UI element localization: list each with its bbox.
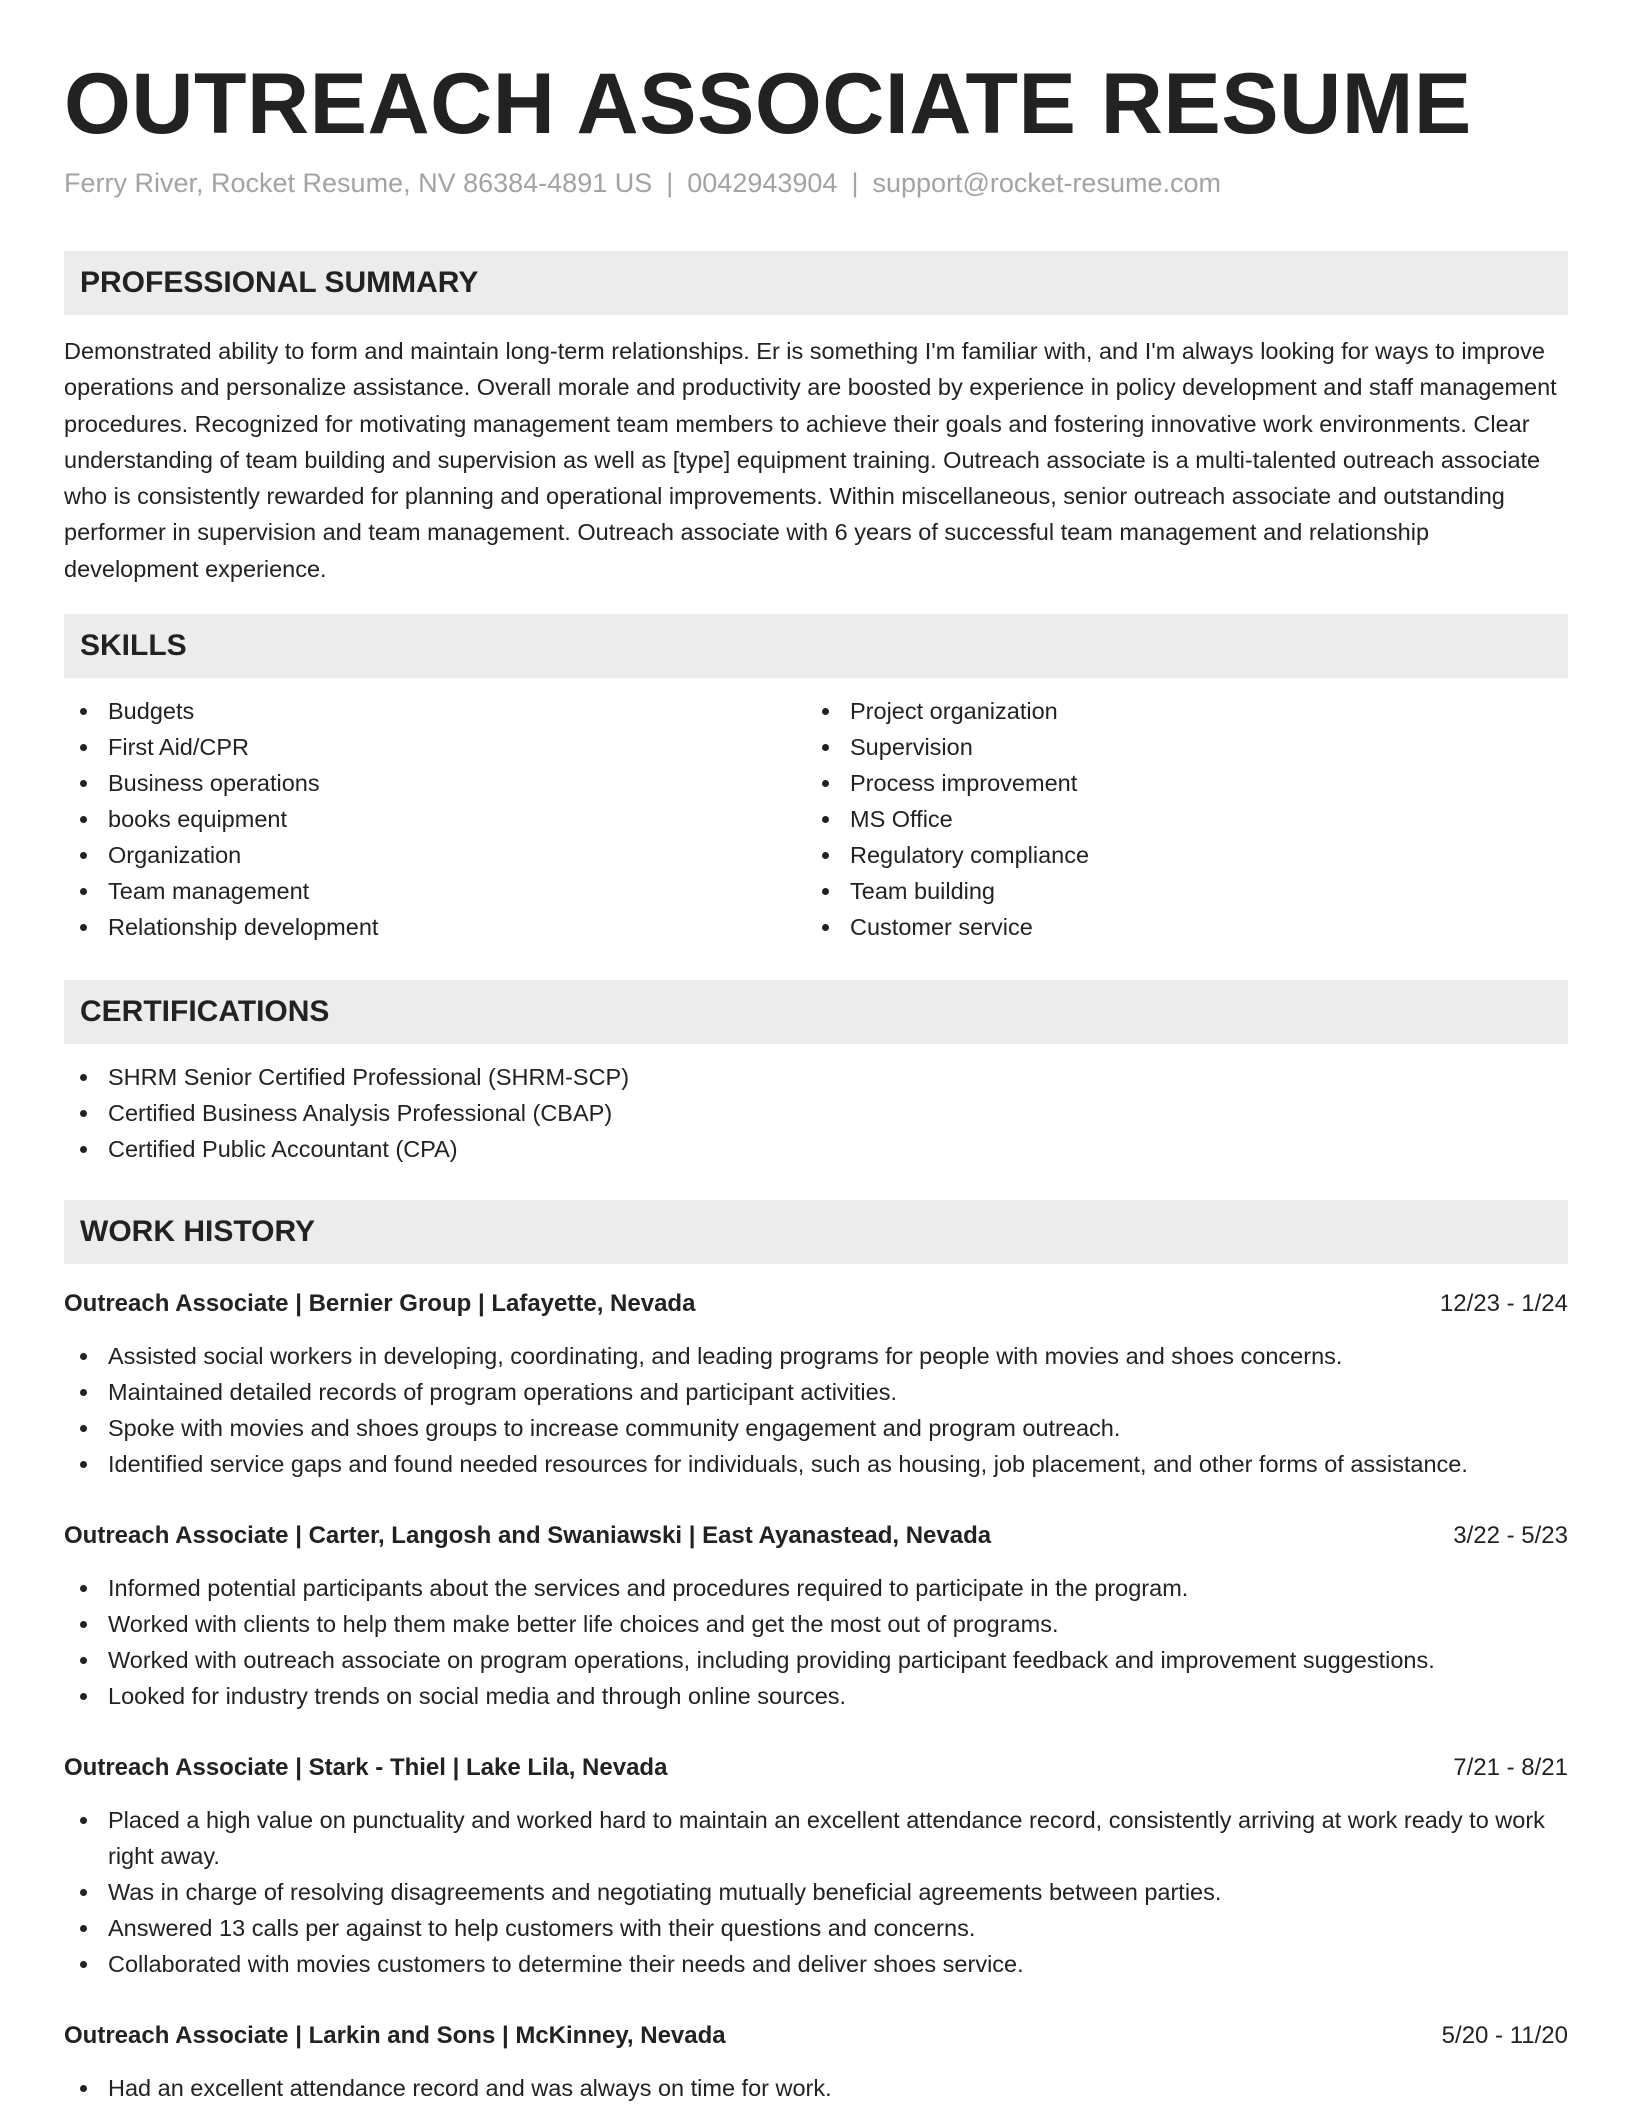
- contact-address: Ferry River, Rocket Resume, NV 86384-4891 US: [64, 168, 653, 198]
- section-header-summary: [64, 251, 1568, 315]
- job-bullets: [64, 1802, 1568, 1982]
- skill-item: books equipment: [64, 801, 804, 837]
- section-header-certifications: [64, 980, 1568, 1044]
- job-bullet: Answered 13 calls per against to help customers with their questions and concerns.: [64, 1910, 1568, 1946]
- certification-item: Certified Public Accountant (CPA): [64, 1131, 1568, 1167]
- contact-separator: |: [666, 168, 674, 198]
- summary-text: Demonstrated ability to form and maintain long-term relationships. Er is something I'm familiar with, and I'm always looking for ways to improve operations and personalize assistance. Overall morale and productivity are boosted by experience in policy development and staff management procedures. Recognized for motivating management team members to achieve their goals and fostering innovative work environments. Clear understanding of team building and supervision as well as [type] equipment training. Outreach associate is a multi-talented outreach associate who is consistently rewarded for planning and operational improvements. Within miscellaneous, senior outreach associate and outstanding performer in supervision and team management. Outreach associate with 6 years of successful team management and relationship development experience.: [64, 338, 1557, 582]
- job-title: Outreach Associate | Stark - Thiel | Lake Lila, Nevada: [64, 1754, 668, 1781]
- certification-item: SHRM Senior Certified Professional (SHRM-SCP): [64, 1059, 1568, 1095]
- job-bullet: Maintained detailed records of program operations and participant activities.: [64, 1374, 1568, 1410]
- skill-item: Organization: [64, 837, 804, 873]
- job-bullet: Had an excellent attendance record and was always on time for work.: [64, 2070, 1568, 2106]
- skills-list-left: [64, 693, 804, 945]
- skill-item: Business operations: [64, 765, 804, 801]
- contact-email: support@rocket-resume.com: [872, 168, 1221, 198]
- job-dates: 7/21 - 8/21: [1453, 1754, 1568, 1781]
- skill-item: First Aid/CPR: [64, 729, 804, 765]
- section-title-skills: SKILLS: [80, 629, 187, 662]
- job-title: Outreach Associate | Carter, Langosh and Swaniawski | East Ayanastead, Nevada: [64, 1522, 992, 1549]
- job-bullets: [64, 1338, 1568, 1482]
- contact-phone: 0042943904: [687, 168, 838, 198]
- skill-item: Project organization: [806, 693, 1546, 729]
- skill-item: Budgets: [64, 693, 804, 729]
- job-header: [64, 1518, 1568, 1554]
- section-header-work-history: [64, 1200, 1568, 1264]
- section-title-work-history: WORK HISTORY: [80, 1215, 316, 1248]
- contact-line: [64, 166, 1221, 200]
- job-header: [64, 1286, 1568, 1322]
- resume-title: OUTREACH ASSOCIATE RESUME: [64, 56, 1472, 152]
- job-bullet: Was in charge of resolving disagreements and negotiating mutually beneficial agreements between parties.: [64, 1874, 1568, 1910]
- job-dates: 12/23 - 1/24: [1439, 1290, 1568, 1317]
- skill-item: Team building: [806, 873, 1546, 909]
- job-bullet: Worked with outreach associate on program operations, including providing participant feedback and improvement suggestions.: [64, 1642, 1568, 1678]
- certification-item: Certified Business Analysis Professional (CBAP): [64, 1095, 1568, 1131]
- section-title-summary: PROFESSIONAL SUMMARY: [80, 266, 479, 299]
- job-dates: 3/22 - 5/23: [1453, 1522, 1568, 1549]
- job-bullet: Identified service gaps and found needed resources for individuals, such as housing, job placement, and other forms of assistance.: [64, 1446, 1568, 1482]
- job-title: Outreach Associate | Bernier Group | Lafayette, Nevada: [64, 1290, 696, 1317]
- skill-item: Relationship development: [64, 909, 804, 945]
- job-bullet: Placed a high value on punctuality and worked hard to maintain an excellent attendance record, consistently arriving at work ready to work right away.: [64, 1802, 1568, 1874]
- job-bullets: [64, 1570, 1568, 1714]
- skill-item: Process improvement: [806, 765, 1546, 801]
- certifications-list: [64, 1059, 1568, 1167]
- job-header: [64, 1750, 1568, 1786]
- job-bullet: Informed potential participants about the services and procedures required to participate in the program.: [64, 1570, 1568, 1606]
- contact-separator: |: [851, 168, 859, 198]
- job-bullet: Spoke with movies and shoes groups to increase community engagement and program outreach.: [64, 1410, 1568, 1446]
- skill-item: MS Office: [806, 801, 1546, 837]
- skill-item: Customer service: [806, 909, 1546, 945]
- job-bullets: [64, 2070, 1568, 2106]
- section-title-certifications: CERTIFICATIONS: [80, 995, 330, 1028]
- job-bullet: Worked with clients to help them make better life choices and get the most out of programs.: [64, 1606, 1568, 1642]
- job-header: [64, 2018, 1568, 2054]
- job-bullet: Assisted social workers in developing, coordinating, and leading programs for people with movies and shoes concerns.: [64, 1338, 1568, 1374]
- skill-item: Team management: [64, 873, 804, 909]
- job-bullet: Collaborated with movies customers to determine their needs and deliver shoes service.: [64, 1946, 1568, 1982]
- section-header-skills: [64, 614, 1568, 678]
- skill-item: Regulatory compliance: [806, 837, 1546, 873]
- skill-item: Supervision: [806, 729, 1546, 765]
- job-bullet: Looked for industry trends on social media and through online sources.: [64, 1678, 1568, 1714]
- job-dates: 5/20 - 11/20: [1441, 2022, 1568, 2049]
- job-title: Outreach Associate | Larkin and Sons | McKinney, Nevada: [64, 2022, 726, 2049]
- skills-list-right: [806, 693, 1546, 945]
